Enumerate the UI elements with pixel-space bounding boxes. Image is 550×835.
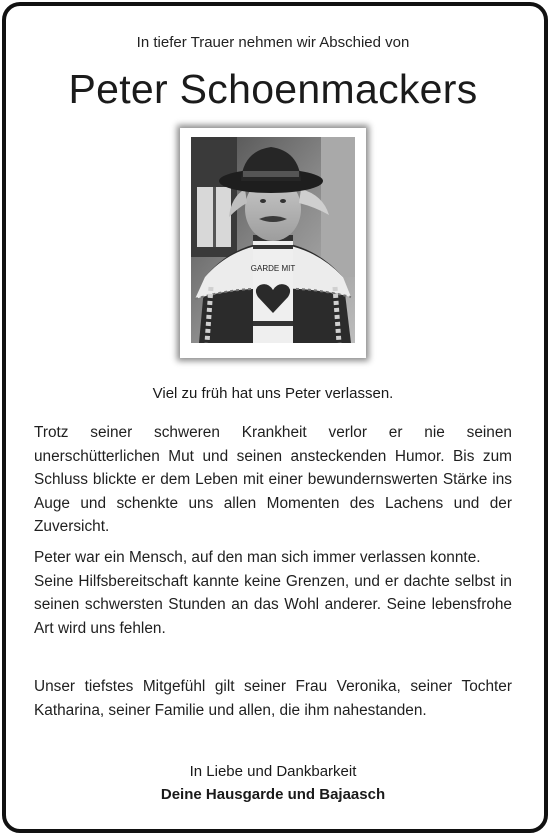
closing-text: In Liebe und Dankbarkeit bbox=[189, 763, 357, 780]
scarf-text: GARDE MIT bbox=[250, 264, 296, 273]
subtitle-text: Viel zu früh hat uns Peter verlassen. bbox=[152, 385, 394, 402]
paragraph-text: Unser tiefstes Mitgefühl gilt seiner Frau Veronika, seiner Tochter Katharina, seiner Familie und allen, die ihm nahestanden. bbox=[34, 678, 512, 719]
paragraph-text: Seine Hilfsbereitschaft kannte keine Grenzen, und er dachte selbst in seinen schwersten Stunden an das Wohl anderer. Seine lebensfrohe Art wird uns fehlen. bbox=[34, 572, 512, 637]
portrait-image bbox=[191, 137, 355, 343]
deceased-name: Peter Schoenmackers bbox=[68, 66, 478, 112]
intro-text: In tiefer Trauer nehmen wir Abschied von bbox=[136, 34, 410, 51]
paragraph-text: Trotz seiner schweren Krankheit verlor er nie seinen unerschütterlichen Mut und seinen ansteckenden Humor. Bis zum Schluss blickte er dem Leben mit einer bewundernswerten Stärke ins Auge und schenkte uns allen Momenten des Lachens und der Zuversicht. bbox=[34, 424, 512, 535]
paragraph-text: Peter war ein Mensch, auf den man sich immer verlassen konnte. bbox=[34, 549, 481, 566]
portrait-photo bbox=[180, 128, 366, 358]
paragraph-3 bbox=[34, 675, 512, 722]
signature: Deine Hausgarde und Bajaasch bbox=[160, 786, 386, 803]
paragraph-2 bbox=[34, 546, 512, 640]
paragraph-1 bbox=[34, 421, 512, 539]
closing-block bbox=[0, 760, 546, 806]
